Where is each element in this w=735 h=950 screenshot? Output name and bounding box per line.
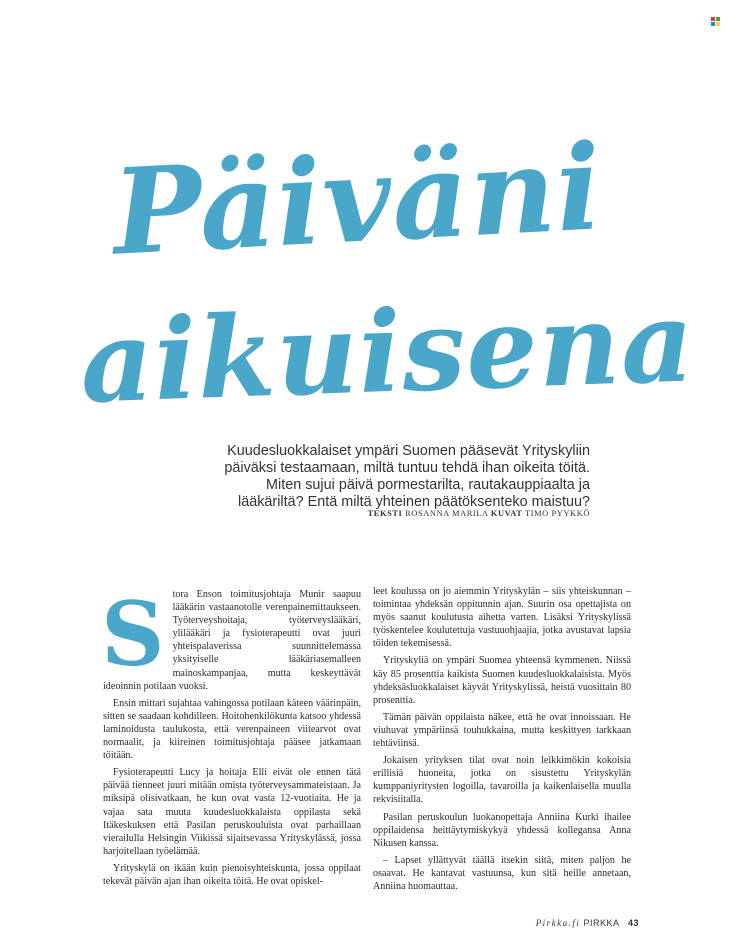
paragraph: tora Enson toimitusjohtaja Munir saapuu lääkärin vastaanotolle verenpainemittaukseen. Työterveyshoitaja, työterveyslääkäri, ylilääkäri ja fysioterapeutti ovat juuri yhteispalaverissa suunnittelemassa yksityiselle lääkäriasemalleen mainoskampanjaa, mutta keskeyttävät ideoinnin potilaan vuoksi. [103,589,361,692]
lead-line: Kuudesluokkalaiset ympäri Suomen pääsevät Yrityskyliin [227,443,590,459]
paragraph: Fysioterapeutti Lucy ja hoitaja Elli eivät ole ennen tätä päivää tienneet juuri mitään omista työterveysammateistaan. Ja miksipä olisivatkaan, he kun ovat vasta 12-vuotiaita. He ja vajaa sata muuta kuudesluokkalaista oppilasta sekä Itäkeskuksen että Pasilan peruskouluista ovat parhaillaan vierailulla Helsingin Viikissä sijaitsevassa Yrityskylässä, jossa harjoitellaan työelämää. [103,767,361,857]
paragraph: Ensin mittari sujahtaa vahingossa potilaan käteen väärinpäin, sitten se saadaan kohdilleen. Hoitohenkilökunta katsoo yhdessä laminoidusta taulukosta, että verenpaineen viitearvot ovat normaalit, ja kiireinen toimitusjohtaja pääsee jatkamaan töitään. [103,697,361,762]
lead-line: päiväksi testaamaan, miltä tuntuu tehdä ihan oikeita töitä. [224,460,590,476]
paragraph: Pasilan peruskoulun luokanopettaja Anniina Kurki ihailee oppilaidensa heittäytymiskykyä yhdessä kollegansa Anna Nikusen kanssa. [373,811,631,849]
page-number: 43 [627,918,639,928]
drop-cap: S [101,582,165,686]
paragraph: Yrityskylä on ikään kuin pienoisyhteiskunta, jossa oppilaat tekevät päivän ajan ihan oikeita töitä. He ovat opiskel- [103,862,361,887]
byline-photo-label: KUVAT [490,509,523,518]
brand-logo [711,17,721,27]
footer-brand: PIRKKA [583,918,619,928]
lead-line: Miten sujui päivä pormestarilta, rautakauppiaalta ja [266,477,590,493]
logo-square-yellow [716,22,720,26]
paragraph: Jokaisen yrityksen tilat ovat noin leikkimökin kokoisia erillisiä huoneita, jotka on sisustettu Yrityskylän kumppaniyritysten logoilla, tavaroilla ja kaikenlaisella muulla rekvisiitalla. [373,755,631,806]
article-column-right [373,585,631,897]
headline-line-1: Päiväni [109,117,606,282]
logo-square-green [716,17,720,21]
byline-photographer: TIMO PYYKKÖ [525,509,590,518]
lead-line: lääkäriltä? Entä miltä yhteinen päätöksenteko maistuu? [238,494,590,510]
byline-text-label: TEKSTI [367,509,403,518]
paragraph: leet koulussa on jo aiemmin Yrityskylän – siis yhteiskunnan – toimintaa yhdeksän oppitunnin ajan. Suurin osa opettajista on myös saanut koulutusta aihetta varten. Lisäksi Yrityskylissä työskentelee koulutettuja vastuuohjaajia, jotka avustavat lapsia töiden tekemisessä. [373,586,631,650]
logo-square-red [711,17,715,21]
logo-square-blue [711,22,715,26]
byline [150,509,590,518]
paragraph: Tämän päivän oppilaista näkee, että he ovat innoissaan. He viuhuvat ympäriinsä touhukkaina, mutta keskittyen tarkkaan tehtäviinsä. [373,711,631,750]
lead-paragraph [150,443,590,511]
headline-line-2: aikuisena [78,276,697,429]
footer-site: Pirkka.fi [535,918,581,928]
byline-author: ROSANNA MARILA [405,509,489,518]
paragraph: – Lapset yllättyvät täällä itsekin siitä, miten paljon he osaavat. He kantavat vastuunsa, kun sitä heille annetaan, Anniina huomauttaa. [373,854,631,892]
page-footer [536,918,639,928]
article-column-left [101,582,361,892]
paragraph: Yrityskyliä on ympäri Suomea yhteensä kymmenen. Niissä käy 85 prosenttia kaikista Suomen kuudesluokkalaisista. Myös yhdeksäsluokkalaiset käyvät Yrityskylissä, heistä vuosittain 80 prosenttia. [373,655,631,706]
